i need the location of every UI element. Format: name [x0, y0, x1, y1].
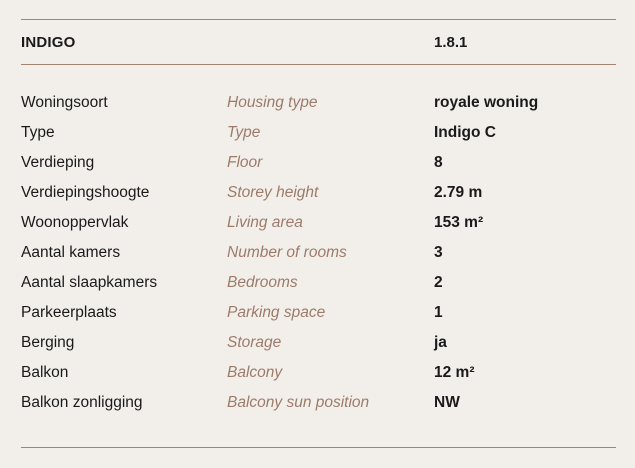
spec-value: NW — [434, 394, 460, 411]
spec-row-storey-height — [0, 179, 635, 209]
spec-row-housing-type — [0, 89, 635, 119]
spec-table — [0, 89, 635, 419]
spec-row-living-area — [0, 209, 635, 239]
dutch-label: Type — [21, 124, 55, 141]
english-label: Bedrooms — [227, 274, 298, 291]
spec-row-number-of-rooms — [0, 239, 635, 269]
spec-row-balcony-sun-position — [0, 389, 635, 419]
spec-value: royale woning — [434, 94, 539, 111]
english-label: Balcony — [227, 364, 283, 381]
spec-row-parking-space — [0, 299, 635, 329]
spec-value: 3 — [434, 244, 443, 261]
spec-value: Indigo C — [434, 124, 496, 141]
spec-value: 1 — [434, 304, 443, 321]
unit-code: 1.8.1 — [434, 34, 468, 51]
dutch-label: Parkeerplaats — [21, 304, 117, 321]
english-label: Number of rooms — [227, 244, 347, 261]
spec-row-balcony — [0, 359, 635, 389]
dutch-label: Balkon zonligging — [21, 394, 143, 411]
english-label: Living area — [227, 214, 303, 231]
english-label: Floor — [227, 154, 263, 171]
spec-row-storage — [0, 329, 635, 359]
spec-value: 12 m² — [434, 364, 475, 381]
english-label: Housing type — [227, 94, 318, 111]
dutch-label: Balkon — [21, 364, 69, 381]
spec-value: 2 — [434, 274, 443, 291]
spec-value: 2.79 m — [434, 184, 483, 201]
dutch-label: Aantal kamers — [21, 244, 121, 261]
spec-value: 153 m² — [434, 214, 484, 231]
spec-value: ja — [434, 334, 447, 351]
spec-value: 8 — [434, 154, 443, 171]
dutch-label: Woningsoort — [21, 94, 108, 111]
spec-row-bedrooms — [0, 269, 635, 299]
dutch-label: Berging — [21, 334, 75, 351]
dutch-label: Verdieping — [21, 154, 95, 171]
dutch-label: Verdiepingshoogte — [21, 184, 150, 201]
dutch-label: Woonoppervlak — [21, 214, 129, 231]
english-label: Balcony sun position — [227, 394, 370, 411]
spec-row-floor — [0, 149, 635, 179]
spec-header — [0, 20, 635, 64]
unit-name: INDIGO — [21, 34, 76, 51]
bottom-divider — [21, 447, 616, 448]
english-label: Parking space — [227, 304, 326, 321]
spec-row-type — [0, 119, 635, 149]
english-label: Type — [227, 124, 261, 141]
english-label: Storage — [227, 334, 282, 351]
header-divider — [21, 64, 616, 65]
dutch-label: Aantal slaapkamers — [21, 274, 158, 291]
english-label: Storey height — [227, 184, 319, 201]
